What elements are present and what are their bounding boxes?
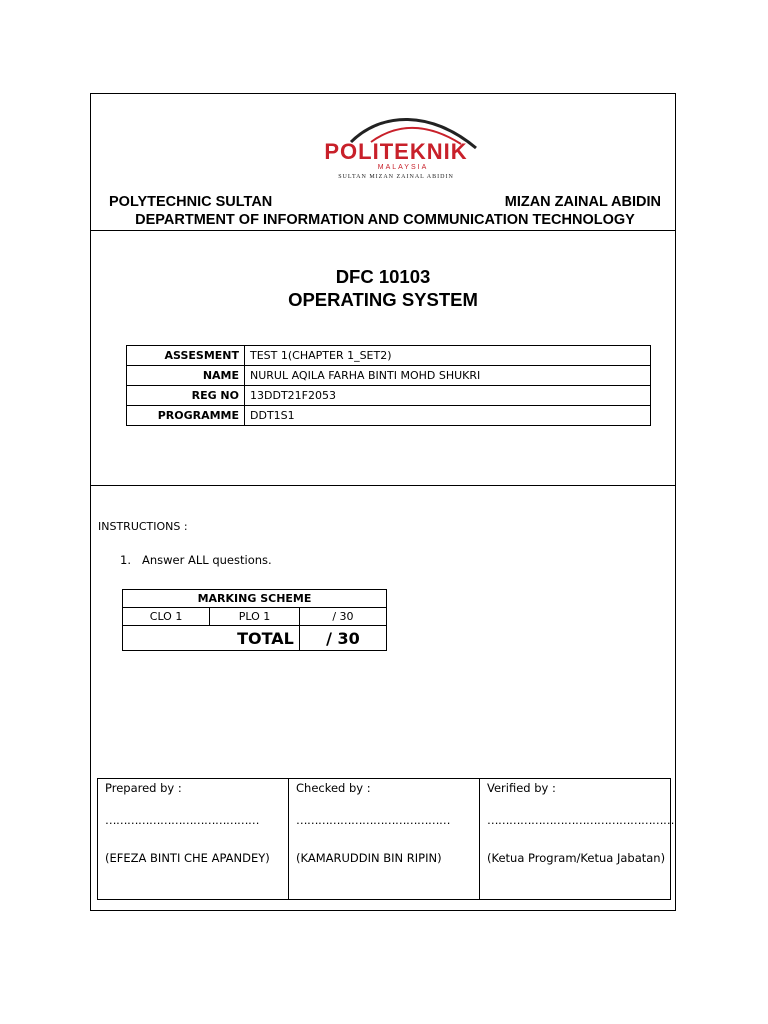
institution-name-left: POLYTECHNIC SULTAN (109, 194, 273, 210)
marking-row (123, 608, 387, 626)
instructions-label: INSTRUCTIONS : (98, 520, 188, 533)
department-name: DEPARTMENT OF INFORMATION AND COMMUNICATION TECHNOLOGY (135, 212, 635, 228)
info-label: PROGRAMME (127, 406, 245, 426)
total-row (123, 626, 387, 651)
instruction-text: Answer ALL questions. (142, 553, 272, 567)
instruction-item (120, 553, 272, 567)
signature-role: Verified by : (487, 781, 556, 795)
course-code: DFC 10103 (335, 266, 431, 287)
clo-cell: CLO 1 (123, 608, 210, 626)
signature-role: Prepared by : (105, 781, 182, 795)
course-name: OPERATING SYSTEM (288, 289, 478, 310)
marking-scheme-table (122, 589, 387, 651)
politeknik-logo (311, 114, 481, 182)
section-divider (91, 485, 675, 486)
signatory-name: (KAMARUDDIN BIN RIPIN) (296, 851, 442, 865)
cover-page-frame (90, 93, 676, 911)
institution-name-right: MIZAN ZAINAL ABIDIN (504, 194, 661, 210)
info-label: ASSESMENT (127, 346, 245, 366)
signatory-name: (Ketua Program/Ketua Jabatan) (487, 851, 666, 865)
instruction-number: 1. (120, 553, 131, 567)
score-cell: / 30 (299, 608, 386, 626)
svg-text:MALAYSIA: MALAYSIA (377, 164, 429, 171)
signature-line: …………………………………………… (487, 813, 674, 827)
info-label: NAME (127, 366, 245, 386)
signature-table (97, 778, 674, 900)
signature-cell-prepared (98, 779, 289, 900)
svg-text:POLITEKNIK: POLITEKNIK (324, 139, 468, 164)
student-info-table (126, 345, 651, 426)
info-row-programme (127, 406, 651, 426)
section-divider (91, 230, 675, 231)
signature-cell-verified (480, 779, 674, 900)
marking-scheme-title: MARKING SCHEME (123, 590, 387, 608)
plo-cell: PLO 1 (210, 608, 300, 626)
info-label: REG NO (127, 386, 245, 406)
info-row-assessment (127, 346, 651, 366)
svg-text:SULTAN MIZAN ZAINAL ABIDIN: SULTAN MIZAN ZAINAL ABIDIN (338, 174, 454, 180)
total-label: TOTAL (123, 626, 300, 651)
signature-line: …………………………………… (296, 813, 450, 827)
info-value: TEST 1(CHAPTER 1_SET2) (245, 346, 651, 366)
signature-role: Checked by : (296, 781, 371, 795)
signature-cell-checked (289, 779, 480, 900)
total-value: / 30 (299, 626, 386, 651)
info-value: DDT1S1 (245, 406, 651, 426)
info-value: NURUL AQILA FARHA BINTI MOHD SHUKRI (245, 366, 651, 386)
signature-line: …………………………………… (105, 813, 259, 827)
info-value: 13DDT21F2053 (245, 386, 651, 406)
info-row-name (127, 366, 651, 386)
institution-name (109, 194, 661, 210)
signatory-name: (EFEZA BINTI CHE APANDEY) (105, 851, 270, 865)
info-row-reg-no (127, 386, 651, 406)
